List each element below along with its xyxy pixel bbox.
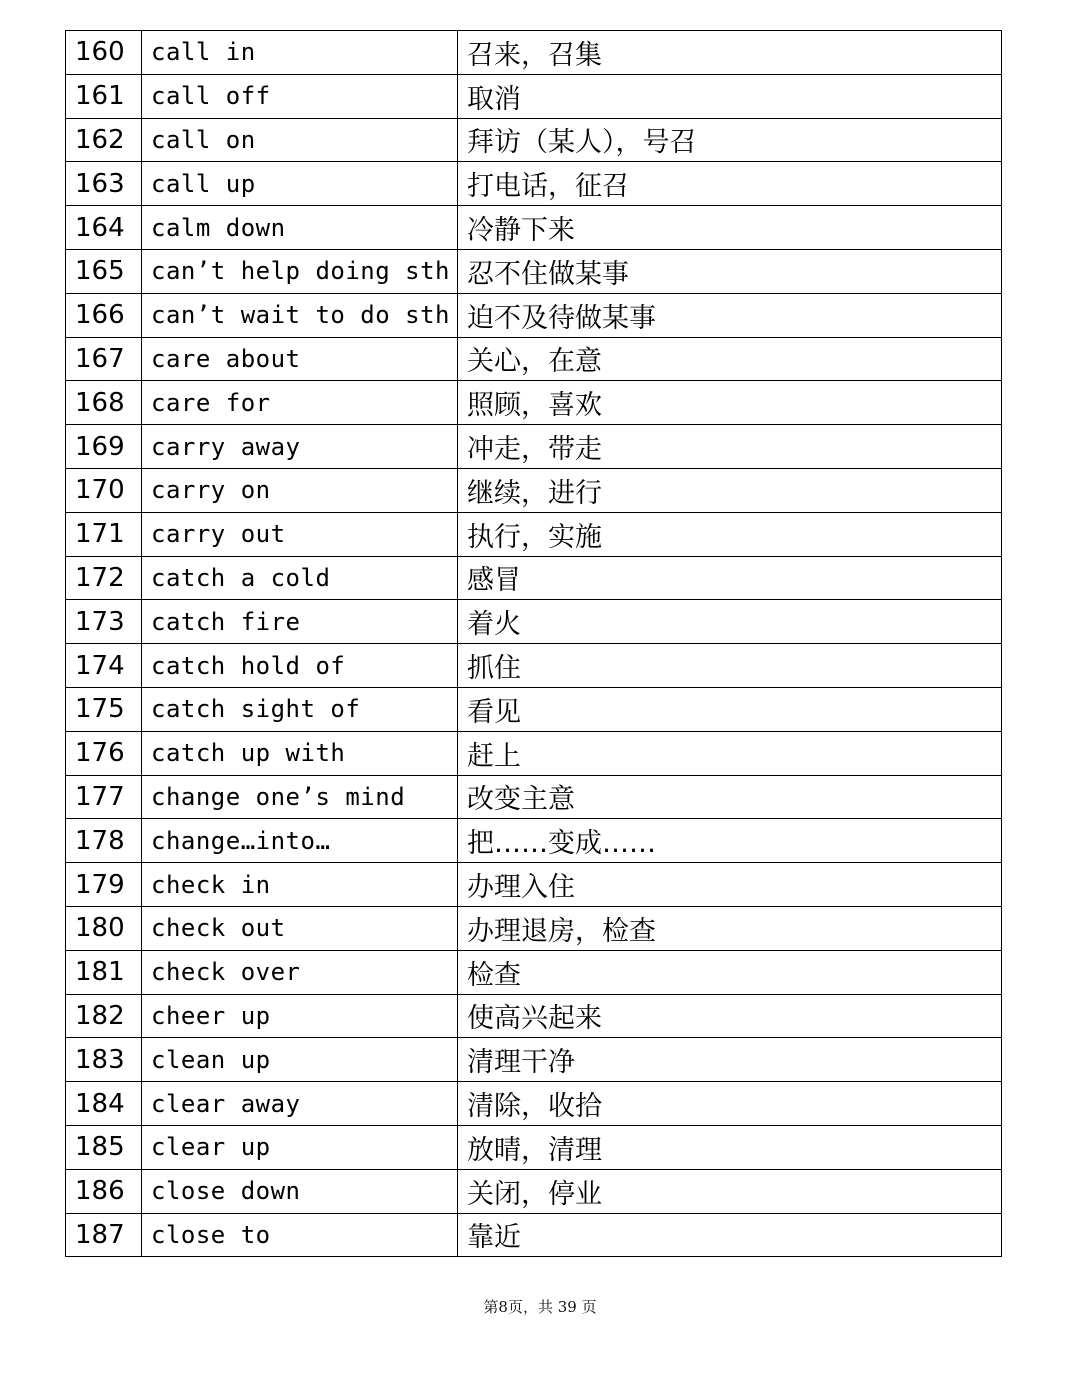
row-number: 169 — [66, 425, 142, 469]
row-number: 184 — [66, 1082, 142, 1126]
table-row — [66, 1213, 1002, 1257]
english-phrase: call up — [142, 162, 458, 206]
table-row — [66, 468, 1002, 512]
row-number: 182 — [66, 994, 142, 1038]
chinese-meaning: 感冒 — [458, 556, 1002, 600]
chinese-meaning: 放晴，清理 — [458, 1125, 1002, 1169]
table-row — [66, 31, 1002, 75]
chinese-meaning: 改变主意 — [458, 775, 1002, 819]
table-row — [66, 687, 1002, 731]
english-phrase: call off — [142, 74, 458, 118]
table-row — [66, 731, 1002, 775]
table-row — [66, 1169, 1002, 1213]
english-phrase: check in — [142, 863, 458, 907]
chinese-meaning: 关心，在意 — [458, 337, 1002, 381]
chinese-meaning: 打电话，征召 — [458, 162, 1002, 206]
english-phrase: catch a cold — [142, 556, 458, 600]
chinese-meaning: 把……变成…… — [458, 819, 1002, 863]
chinese-meaning: 迫不及待做某事 — [458, 293, 1002, 337]
english-phrase: catch fire — [142, 600, 458, 644]
chinese-meaning: 冷静下来 — [458, 206, 1002, 250]
chinese-meaning: 关闭，停业 — [458, 1169, 1002, 1213]
english-phrase: catch hold of — [142, 644, 458, 688]
row-number: 164 — [66, 206, 142, 250]
row-number: 176 — [66, 731, 142, 775]
row-number: 177 — [66, 775, 142, 819]
row-number: 178 — [66, 819, 142, 863]
chinese-meaning: 冲走，带走 — [458, 425, 1002, 469]
chinese-meaning: 抓住 — [458, 644, 1002, 688]
table-row — [66, 600, 1002, 644]
english-phrase: catch sight of — [142, 687, 458, 731]
table-row — [66, 950, 1002, 994]
english-phrase: call in — [142, 31, 458, 75]
chinese-meaning: 继续，进行 — [458, 468, 1002, 512]
row-number: 161 — [66, 74, 142, 118]
chinese-meaning: 忍不住做某事 — [458, 249, 1002, 293]
english-phrase: close down — [142, 1169, 458, 1213]
chinese-meaning: 照顾，喜欢 — [458, 381, 1002, 425]
table-row — [66, 381, 1002, 425]
table-row — [66, 118, 1002, 162]
table-row — [66, 1125, 1002, 1169]
row-number: 162 — [66, 118, 142, 162]
row-number: 165 — [66, 249, 142, 293]
english-phrase: can’t wait to do sth — [142, 293, 458, 337]
table-row — [66, 775, 1002, 819]
row-number: 166 — [66, 293, 142, 337]
english-phrase: carry on — [142, 468, 458, 512]
row-number: 181 — [66, 950, 142, 994]
row-number: 187 — [66, 1213, 142, 1257]
english-phrase: cheer up — [142, 994, 458, 1038]
english-phrase: change…into… — [142, 819, 458, 863]
chinese-meaning: 清除，收拾 — [458, 1082, 1002, 1126]
row-number: 171 — [66, 512, 142, 556]
chinese-meaning: 拜访（某人），号召 — [458, 118, 1002, 162]
table-row — [66, 162, 1002, 206]
english-phrase: carry out — [142, 512, 458, 556]
chinese-meaning: 看见 — [458, 687, 1002, 731]
row-number: 180 — [66, 906, 142, 950]
row-number: 185 — [66, 1125, 142, 1169]
row-number: 163 — [66, 162, 142, 206]
row-number: 160 — [66, 31, 142, 75]
table-row — [66, 819, 1002, 863]
table-row — [66, 425, 1002, 469]
row-number: 183 — [66, 1038, 142, 1082]
table-row — [66, 994, 1002, 1038]
row-number: 170 — [66, 468, 142, 512]
english-phrase: clear away — [142, 1082, 458, 1126]
english-phrase: can’t help doing sth — [142, 249, 458, 293]
english-phrase: carry away — [142, 425, 458, 469]
table-row — [66, 512, 1002, 556]
table-row — [66, 206, 1002, 250]
table-row — [66, 556, 1002, 600]
english-phrase: call on — [142, 118, 458, 162]
row-number: 186 — [66, 1169, 142, 1213]
chinese-meaning: 召来，召集 — [458, 31, 1002, 75]
english-phrase: check out — [142, 906, 458, 950]
english-phrase: change one’s mind — [142, 775, 458, 819]
table-row — [66, 293, 1002, 337]
row-number: 179 — [66, 863, 142, 907]
chinese-meaning: 着火 — [458, 600, 1002, 644]
chinese-meaning: 赶上 — [458, 731, 1002, 775]
table-row — [66, 337, 1002, 381]
chinese-meaning: 取消 — [458, 74, 1002, 118]
english-phrase: check over — [142, 950, 458, 994]
table-row — [66, 249, 1002, 293]
chinese-meaning: 执行，实施 — [458, 512, 1002, 556]
row-number: 173 — [66, 600, 142, 644]
chinese-meaning: 办理退房，检查 — [458, 906, 1002, 950]
table-row — [66, 74, 1002, 118]
chinese-meaning: 使高兴起来 — [458, 994, 1002, 1038]
row-number: 167 — [66, 337, 142, 381]
english-phrase: calm down — [142, 206, 458, 250]
english-phrase: clean up — [142, 1038, 458, 1082]
chinese-meaning: 检查 — [458, 950, 1002, 994]
table-row — [66, 863, 1002, 907]
english-phrase: close to — [142, 1213, 458, 1257]
english-phrase: catch up with — [142, 731, 458, 775]
page-footer: 第8页，共 39 页 — [483, 1298, 597, 1316]
chinese-meaning: 办理入住 — [458, 863, 1002, 907]
english-phrase: clear up — [142, 1125, 458, 1169]
table-row — [66, 1082, 1002, 1126]
chinese-meaning: 清理干净 — [458, 1038, 1002, 1082]
table-row — [66, 906, 1002, 950]
row-number: 174 — [66, 644, 142, 688]
table-row — [66, 644, 1002, 688]
table-row — [66, 1038, 1002, 1082]
english-phrase: care for — [142, 381, 458, 425]
english-phrase: care about — [142, 337, 458, 381]
row-number: 175 — [66, 687, 142, 731]
row-number: 172 — [66, 556, 142, 600]
chinese-meaning: 靠近 — [458, 1213, 1002, 1257]
phrase-table — [65, 30, 1002, 1257]
row-number: 168 — [66, 381, 142, 425]
phrase-table-body — [66, 31, 1002, 1257]
